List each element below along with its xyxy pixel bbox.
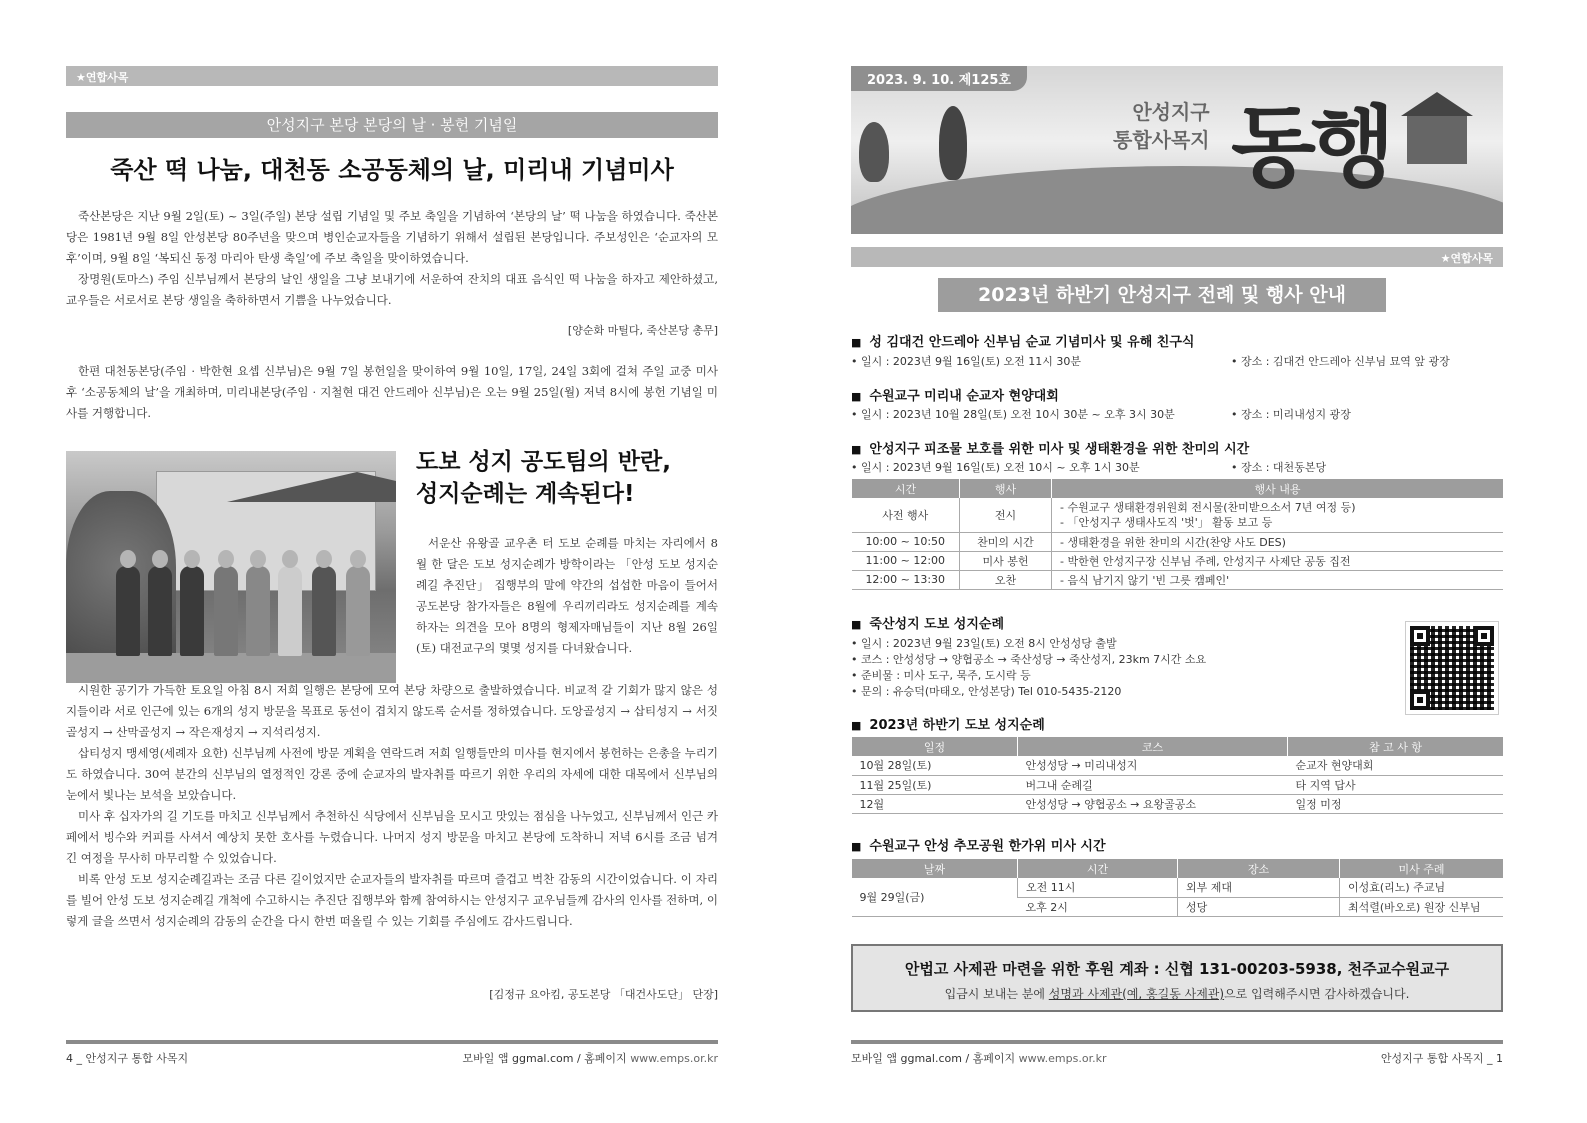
story2-signature: [김정규 요아킴, 공도본당 「대건사도단」 단장] xyxy=(489,988,718,1001)
photo-people xyxy=(116,546,386,656)
table-row: 10:00 ~ 10:50 찬미의 시간 - 생태환경을 위한 찬미의 시간(찬양 사도 DES) xyxy=(852,532,1504,551)
event-heading: ■ 2023년 하반기 도보 성지순례 xyxy=(851,714,1045,733)
table-row: 9월 29일(금) 오전 11시 외부 제대 이성효(리노) 주교님 xyxy=(852,878,1504,897)
table-row: 10월 28일(토) 안성성당 → 미리내성지 순교자 현양대회 xyxy=(852,756,1504,775)
event-guide-title: 2023년 하반기 안성지구 전례 및 행사 안내 xyxy=(938,278,1386,312)
event-info: • 일시 : 2023년 10월 28일(토) 오전 10시 30분 ~ 오후 3시 30분 • 장소 : 미리내성지 광장 xyxy=(851,408,1351,421)
story1-body xyxy=(66,206,718,311)
tree-illustration xyxy=(859,122,889,182)
story2-beside-photo: 서운산 유왕골 교우촌 터 도보 순례를 마치는 자리에서 8월 한 달은 도보 성지순례가 방학이라는 「안성 도보 성지순례길 추진단」 집행부의 말에 약간의 섭섭한 마음이 들어서 공도본당 참가자들은 8월에 우리끼리라도 성지순례를 계속하자는 의견을 모아 8명의 형제자매님들이 지난 8월 26일(토) 대전교구의 몇몇 성지를 다녀왔습니다. xyxy=(416,536,718,655)
masthead-subtitle: 안성지구 통합사목지 xyxy=(1113,100,1210,152)
right-page xyxy=(851,0,1503,1123)
footer-link[interactable]: www.emps.or.kr xyxy=(630,1052,718,1065)
group-photo xyxy=(66,451,396,683)
paragraph: 시원한 공기가 가득한 토요일 아침 8시 저희 일행은 본당에 모여 본당 차량으로 출발하였습니다. 비교적 갈 기회가 많지 않은 성지들이라 서로 인근에 있는 6개의 성지 방문을 목표로 동선이 겹치지 않도록 순서를 정하였습니다. 도앙골성지 → 삽티성지 → 서짓골성지 → 산막골성지 → 작은재성지 → 지석리성지. xyxy=(66,683,718,739)
paragraph: 삽티성지 맹세영(세례자 요한) 신부님께 사전에 방문 계획을 연락드려 저희 일행들만의 미사를 현지에서 봉헌하는 은총을 누리기도 하였습니다. 30여 분간의 신부님의 열정적인 강론 중에 순교자의 발자취를 따르기 위한 우리의 자세에 대한 대목에서 신부님의 눈에서 빛나는 보석을 보았습니다. xyxy=(66,746,718,802)
donation-note: 입금시 보내는 분에 성명과 사제관(예, 홍길동 사제관)으로 입력해주시면 감사하겠습니다. xyxy=(944,987,1410,1001)
pilgrimage-info: • 일시 : 2023년 9월 23일(토) 오전 8시 안성성당 출발 xyxy=(851,637,1117,650)
pilgrimage-info: • 문의 : 유승덕(마태오, 안성본당) Tel 010-5435-2120 xyxy=(851,685,1122,698)
page-number: 4 _ 안성지구 통합 사목지 xyxy=(66,1052,189,1065)
masthead-title: 동행 xyxy=(1231,95,1390,199)
footer xyxy=(851,1050,1503,1066)
table-row: 11월 25일(토) 버그내 순례길 타 지역 답사 xyxy=(852,775,1504,794)
footer-app: 모바일 앱 ggmal.com / 홈페이지 xyxy=(462,1052,627,1065)
table-row: 12월 안성성당 → 양협공소 → 요왕골공소 일정 미정 xyxy=(852,794,1504,813)
issue-date: 2023. 9. 10. 제125호 xyxy=(851,66,1027,91)
footer xyxy=(66,1050,718,1066)
table-row: 12:00 ~ 13:30 오찬 - 음식 남기지 않기 '빈 그릇 캠페인' xyxy=(852,570,1504,589)
donation-box xyxy=(851,944,1503,1012)
footer-rule xyxy=(851,1040,1503,1044)
story2-title: 도보 성지 공도팀의 반란, 성지순례는 계속된다! xyxy=(416,449,671,507)
church-icon xyxy=(1407,114,1467,164)
tree-illustration xyxy=(939,106,967,180)
memorial-mass-table: 날짜 시간 장소 미사 주례 9월 29일(금) 오전 11시 외부 제대 이성효(리노) 주교님 오후 2시 성당 최석렬(바오로) 원장 신부님 xyxy=(851,859,1503,917)
event-heading: ■ 죽산성지 도보 성지순례 xyxy=(851,613,1004,632)
event-heading: ■ 수원교구 안성 추모공원 한가위 미사 시간 xyxy=(851,835,1106,854)
paragraph: 장명원(토마스) 주임 신부님께서 본당의 날인 생일을 그냥 보내기에 서운하여 잔치의 대표 음식인 떡 나눔을 하자고 제안하셨고, 교우들은 서로서로 본당 생일을 축하하면서 기쁨을 나누었습니다. xyxy=(66,272,718,307)
pilgrimage-schedule-table: 일정 코스 참 고 사 항 10월 28일(토) 안성성당 → 미리내성지 순교자 현양대회 11월 25일(토) 버그내 순례길 타 지역 답사 12월 안성성당 → 양협공소 → 요왕골공소 일정 미정 xyxy=(851,737,1503,814)
paragraph: 죽산본당은 지난 9월 2일(토) ~ 3일(주일) 본당 설립 기념일 및 주보 축일을 기념하여 ‘본당의 날’ 떡 나눔을 하였습니다. 죽산본당은 1981년 9월 8일 안성본당 80주년을 맞으며 병인순교자들을 기념하기 위해서 설립된 본당입니다. 주보성인은 ‘순교자의 모후’이며, 9월 8일 ‘복되신 동정 마리아 탄생 축일’에 주보 축일을 맞이하였습니다. xyxy=(66,209,718,265)
story1-signature: [양순화 마틸다, 죽산본당 총무] xyxy=(567,324,718,337)
table-row: 오후 2시 성당 최석렬(바오로) 원장 신부님 xyxy=(852,897,1504,916)
sub-banner: 안성지구 본당 본당의 날 · 봉헌 기념일 xyxy=(66,112,718,138)
section-tag: ★연합사목 xyxy=(66,66,718,86)
footer-link[interactable]: www.emps.or.kr xyxy=(1018,1052,1107,1065)
event-heading: ■ 성 김대건 안드레아 신부님 순교 기념미사 및 유해 친구식 xyxy=(851,331,1194,350)
table-row: 사전 행사 전시 - 수원교구 생태환경위원회 전시물(찬미받으소서 7년 여정 등) - 「안성지구 생태사도직 '벗'」 활동 보고 등 xyxy=(852,498,1504,532)
story2-body xyxy=(66,680,718,932)
footer-rule xyxy=(66,1040,718,1044)
masthead xyxy=(851,66,1503,234)
table-row: 11:00 ~ 12:00 미사 봉헌 - 박한현 안성지구장 신부님 주례, 안성지구 사제단 공동 집전 xyxy=(852,551,1504,570)
event-info: • 일시 : 2023년 9월 16일(토) 오전 11시 30분 • 장소 : 김대건 안드레아 신부님 묘역 앞 광장 xyxy=(851,355,1450,368)
section-tag: ★연합사목 xyxy=(851,247,1503,267)
eco-event-table: 시간 행사 행사 내용 사전 행사 전시 - 수원교구 생태환경위원회 전시물(찬미받으소서 7년 여정 등) - 「안성지구 생태사도직 '벗'」 활동 보고 등 10:00 ~ 10:50 찬미의 시간 - 생태환경을 위한 찬미의 시간(찬양 사도 DES) 11:00 ~ 12:00 미사 봉헌 - 박한현 안성지구장 신부님 주례, 안성지구 사제단 공동 집전 12:00 ~ 13:30 오찬 - 음식 남기지 않기 '빈 그릇 캠페인' xyxy=(851,479,1503,590)
event-heading: ■ 수원교구 미리내 순교자 현양대회 xyxy=(851,385,1059,404)
donation-account: 안법고 사제관 마련을 위한 후원 계좌 : 신협 131-00203-5938, 천주교수원교구 xyxy=(904,960,1450,978)
paragraph: 미사 후 십자가의 길 기도를 마치고 신부님께서 추천하신 식당에서 신부님을 모시고 맛있는 점심을 나누었고, 신부님께서 인근 카페에서 빙수와 커피를 사셔서 예상치 못한 호사를 누렸습니다. 나머지 성지 방문을 마치고 본당에 도착하니 저녁 6시를 조금 넘겨 긴 여정을 무사히 마무리할 수 있었습니다. xyxy=(66,809,718,865)
page-number: 안성지구 통합 사목지 _ 1 xyxy=(1380,1052,1503,1065)
qr-code-icon[interactable] xyxy=(1406,622,1498,714)
headline: 죽산 떡 나눔, 대천동 소공동체의 날, 미리내 기념미사 xyxy=(110,156,674,184)
event-info: • 일시 : 2023년 9월 16일(토) 오전 10시 ~ 오후 1시 30분 • 장소 : 대천동본당 xyxy=(851,461,1327,474)
story1b-body xyxy=(66,361,718,424)
event-heading: ■ 안성지구 피조물 보호를 위한 미사 및 생태환경을 위한 찬미의 시간 xyxy=(851,438,1249,457)
pilgrimage-info: • 준비물 : 미사 도구, 묵주, 도시락 등 xyxy=(851,669,1031,682)
paragraph: 한편 대천동본당(주임 · 박한현 요셉 신부님)은 9월 7일 봉헌일을 맞이하여 9월 10일, 17일, 24일 3회에 걸쳐 주일 교중 미사 후 ‘소공동체의 날’을 개최하며, 미리내본당(주임 · 지철현 대건 안드레아 신부님)은 오는 9월 25일(월) 저녁 8시에 봉헌 기념일 미사를 거행합니다. xyxy=(66,364,718,420)
footer-app: 모바일 앱 ggmal.com / 홈페이지 xyxy=(851,1052,1016,1065)
pilgrimage-info: • 코스 : 안성성당 → 양협공소 → 죽산성당 → 죽산성지, 23km 7시간 소요 xyxy=(851,653,1207,666)
paragraph: 비록 안성 도보 성지순례길과는 조금 다른 길이었지만 순교자들의 발자취를 따르며 즐겁고 벅찬 감동의 시간이었습니다. 이 자리를 빌어 안성 도보 성지순례길 개척에 수고하시는 추진단 집행부와 함께 참여하시는 안성지구 교우님들께 감사의 인사를 전하며, 이렇게 글을 쓰면서 성지순례의 감동의 순간을 다시 한번 떠올릴 수 있는 기회를 주심에도 감사드립니다. xyxy=(66,872,718,928)
left-page xyxy=(66,0,718,1123)
